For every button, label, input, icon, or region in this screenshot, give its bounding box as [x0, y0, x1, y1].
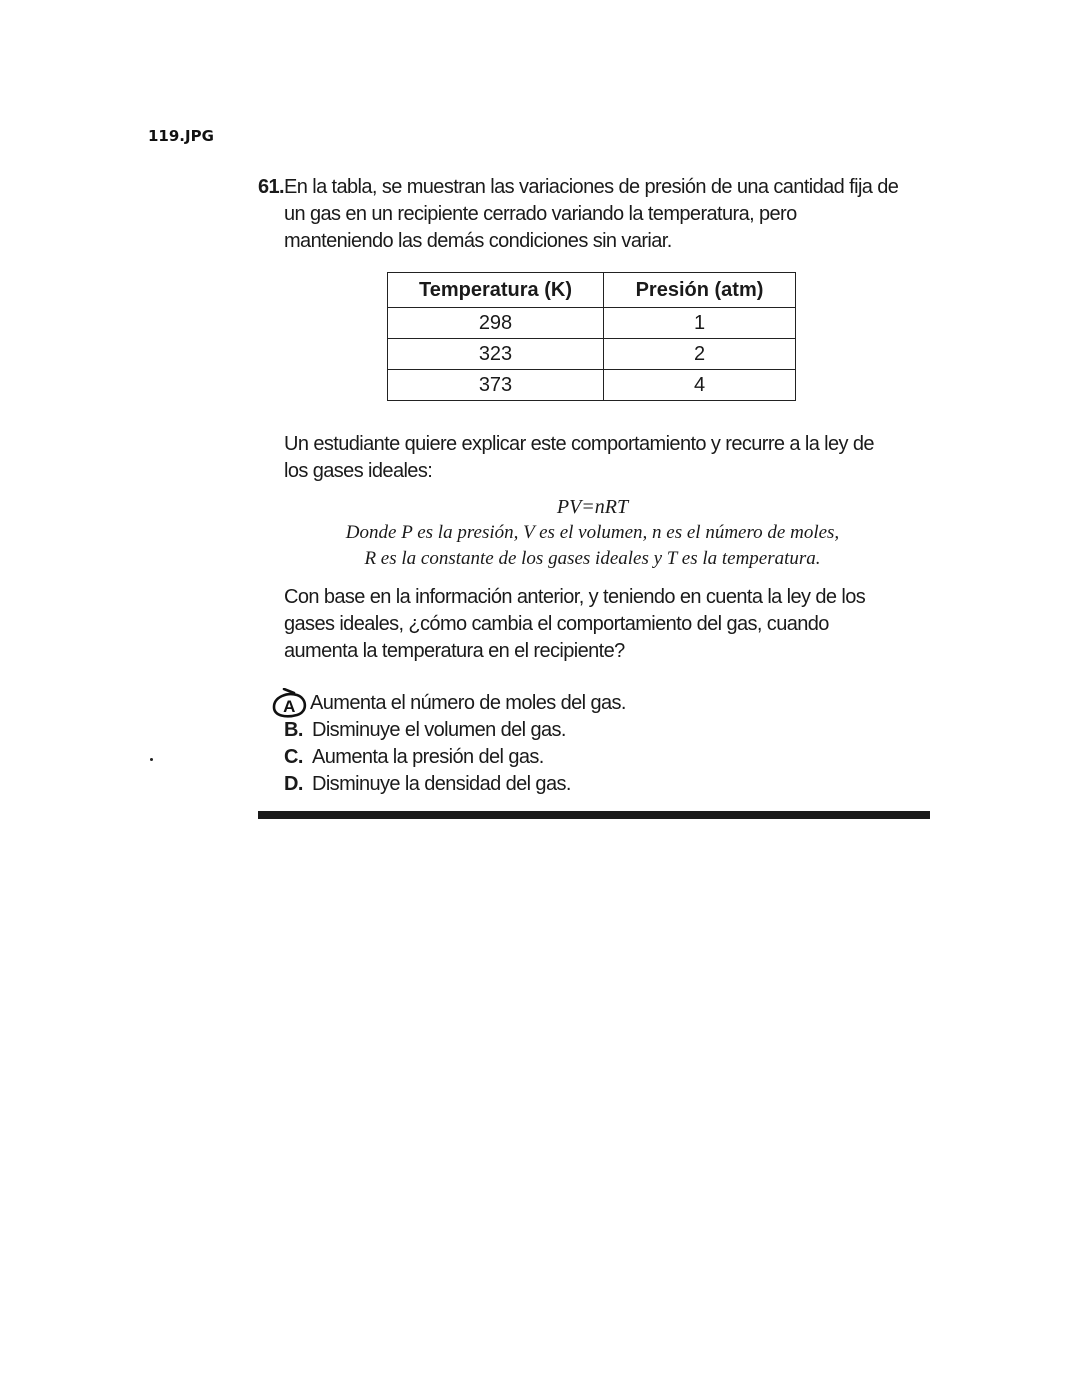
- table-header-row: [388, 273, 796, 308]
- table-row: [388, 370, 796, 401]
- formula-definition: [284, 520, 901, 572]
- cell-pressure: 4: [604, 370, 796, 401]
- prompt-line-3: aumenta la temperatura en el recipiente?: [284, 640, 625, 662]
- hand-drawn-mark-icon: [270, 688, 310, 720]
- option-c-text: Aumenta la presión del gas.: [312, 746, 544, 768]
- cell-temperature: 373: [388, 370, 604, 401]
- table-row: [388, 308, 796, 339]
- option-a-letter: A: [283, 697, 295, 716]
- option-d-letter: D.: [284, 773, 303, 795]
- table-row: [388, 339, 796, 370]
- student-paragraph: [284, 431, 901, 485]
- scan-bottom-bar: [258, 811, 930, 819]
- formula-def-line-2: R es la constante de los gases ideales y T es la temperatura.: [364, 548, 821, 569]
- option-a-marked-letter: [270, 690, 310, 717]
- intro-line-1: En la tabla, se muestran las variaciones de presión de una cantidad fija de: [284, 176, 899, 198]
- ideal-gas-formula: PV=nRT: [556, 496, 629, 518]
- option-d-text: Disminuye la densidad del gas.: [312, 773, 571, 795]
- question-intro: [258, 174, 901, 255]
- option-a[interactable]: [270, 690, 890, 717]
- formula-def-line-1: Donde P es la presión, V es el volumen, n es el número de moles,: [345, 522, 840, 543]
- cell-pressure: 1: [604, 308, 796, 339]
- student-line-1: Un estudiante quiere explicar este comportamiento y recurre a la ley de: [284, 433, 874, 455]
- stray-dot: [150, 758, 153, 761]
- document-filename: 119.JPG: [148, 127, 214, 145]
- option-c[interactable]: [270, 744, 890, 771]
- option-d[interactable]: [270, 771, 890, 798]
- temperature-pressure-table: [387, 272, 796, 401]
- option-b-letter: B.: [284, 719, 303, 741]
- scanned-question: [258, 168, 930, 820]
- answer-options: [270, 690, 890, 798]
- option-c-letter: C.: [284, 746, 303, 768]
- prompt-line-2: gases ideales, ¿cómo cambia el comportamiento del gas, cuando: [284, 613, 829, 635]
- intro-line-2: un gas en un recipiente cerrado variando la temperatura, pero: [284, 203, 797, 225]
- cell-temperature: 298: [388, 308, 604, 339]
- question-number: 61.: [258, 176, 285, 198]
- intro-line-3: manteniendo las demás condiciones sin variar.: [284, 230, 672, 252]
- option-b-text: Disminuye el volumen del gas.: [312, 719, 566, 741]
- student-line-2: los gases ideales:: [284, 460, 433, 482]
- header-pressure: Presión (atm): [604, 273, 796, 308]
- question-prompt: [284, 584, 901, 665]
- prompt-line-1: Con base en la información anterior, y teniendo en cuenta la ley de los: [284, 586, 866, 608]
- header-temperature: Temperatura (K): [388, 273, 604, 308]
- option-a-text: Aumenta el número de moles del gas.: [310, 692, 626, 714]
- option-b[interactable]: [270, 717, 890, 744]
- cell-temperature: 323: [388, 339, 604, 370]
- cell-pressure: 2: [604, 339, 796, 370]
